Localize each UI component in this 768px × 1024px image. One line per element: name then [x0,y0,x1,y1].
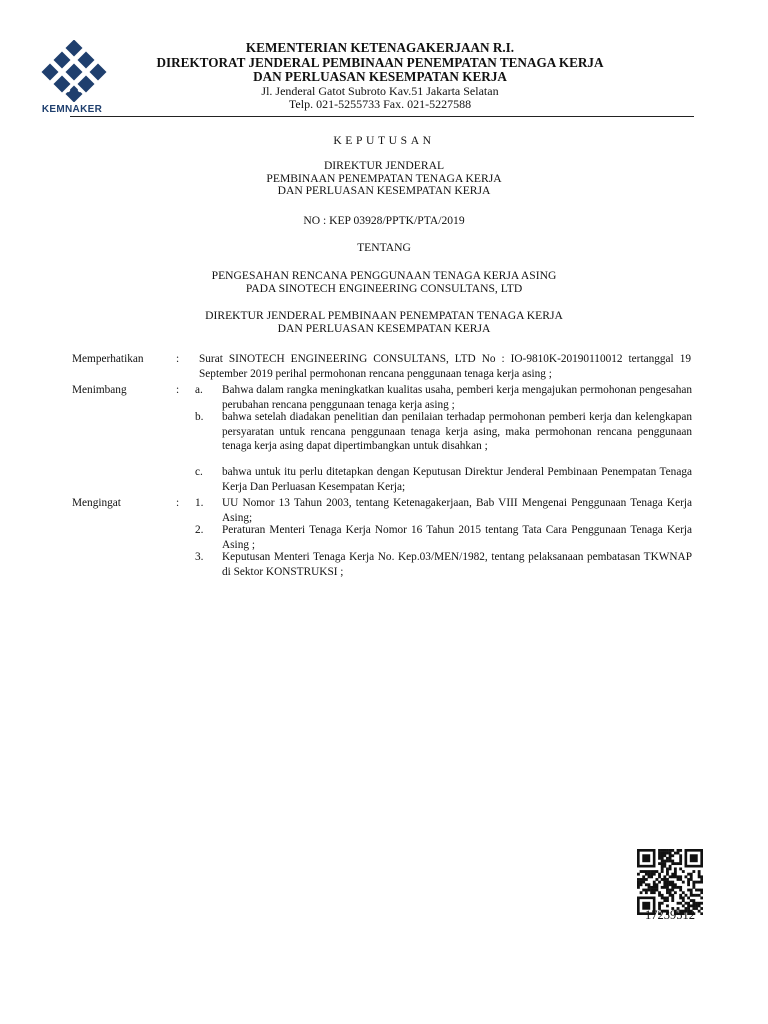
mengingat-marker-1: 1. [195,497,204,509]
memperhatikan-colon: : [176,353,180,365]
mengingat-item-3: Keputusan Menteri Tenaga Kerja No. Kep.03/MEN/1982, tentang pelaksanaan pembatasan TKWNAP di Sektor KONSTRUKSI ; [222,551,692,578]
letterhead-divider [70,116,694,117]
kemnaker-emblem-icon [41,40,107,102]
subject-line: PADA SINOTECH ENGINEERING CONSULTANS, LTD [245,281,523,295]
issuer-line: DIREKTUR JENDERAL [323,159,445,172]
authority-line: DAN PERLUASAN KESEMPATAN KERJA [277,321,491,335]
decree-subject [0,270,768,295]
decree-title: KEPUTUSAN [333,134,435,147]
menimbang-label: Menimbang [72,384,127,396]
letterhead [150,41,610,111]
directorate-name-cont: DAN PERLUASAN KESEMPATAN KERJA [253,69,507,84]
menimbang-marker-b: b. [195,411,204,423]
decree-issuer [0,160,768,198]
qr-number: 17239512 [645,908,695,922]
address: Jl. Jenderal Gatot Subroto Kav.51 Jakarta Selatan [261,83,499,98]
logo-text: KEMNAKER [41,104,103,115]
kemnaker-logo [34,40,114,122]
qr-code [637,849,703,915]
mengingat-marker-3: 3. [195,551,204,563]
decree-authority [0,310,768,335]
qr-code-icon [637,849,703,915]
mengingat-item-1: UU Nomor 13 Tahun 2003, tentang Ketenagakerjaan, Bab VIII Mengenai Penggunaan Tenaga Kerja Asing; [222,497,692,524]
decree-number: NO : KEP 03928/PPTK/PTA/2019 [303,214,465,227]
authority-line: DIREKTUR JENDERAL PEMBINAAN PENEMPATAN TENAGA KERJA [205,309,563,322]
menimbang-item-a: Bahwa dalam rangka meningkatkan kualitas usaha, pemberi kerja mengajukan permohonan pengesahan perubahan rencana penggunaan tenaga kerja asing ; [222,384,692,411]
phone-fax: Telp. 021-5255733 Fax. 021-5227588 [288,96,472,111]
menimbang-item-c: bahwa untuk itu perlu ditetapkan dengan Keputusan Direktur Jenderal Pembinaan Penempatan Tenaga Kerja Dan Perluasan Kesempatan Kerja; [222,466,692,493]
ministry-name: KEMENTERIAN KETENAGAKERJAAN R.I. [245,40,515,55]
subject-line: PENGESAHAN RENCANA PENGGUNAAN TENAGA KERJA ASING [211,269,557,282]
issuer-line: DAN PERLUASAN KESEMPATAN KERJA [277,184,491,197]
mengingat-colon: : [176,497,180,509]
mengingat-item-2: Peraturan Menteri Tenaga Kerja Nomor 16 Tahun 2015 tentang Tata Cara Penggunaan Tenaga Kerja Asing ; [222,524,692,551]
memperhatikan-label: Memperhatikan [72,353,144,365]
about-label: TENTANG [357,241,411,254]
memperhatikan-text: Surat SINOTECH ENGINEERING CONSULTANS, LTD No : IO-9810K-20190110012 tertanggal 19 September 2019 perihal permohonan rencana penggunaan tenaga kerja asing ; [199,353,691,380]
issuer-line: PEMBINAAN PENEMPATAN TENAGA KERJA [266,171,502,185]
directorate-name: DIREKTORAT JENDERAL PEMBINAAN PENEMPATAN TENAGA KERJA [156,54,604,70]
mengingat-marker-2: 2. [195,524,204,536]
menimbang-marker-a: a. [195,384,203,396]
menimbang-item-b: bahwa setelah diadakan penelitian dan penilaian terhadap permohonan pemberi kerja dan kelengkapan persyaratan untuk rencana penggunaan tenaga kerja asing, maka permohonan rencana penggunaan tenaga kerja asing dapat dipertimbangkan untuk disahkan ; [222,411,692,452]
menimbang-marker-c: c. [195,466,203,478]
mengingat-label: Mengingat [72,497,121,509]
menimbang-colon: : [176,384,180,396]
